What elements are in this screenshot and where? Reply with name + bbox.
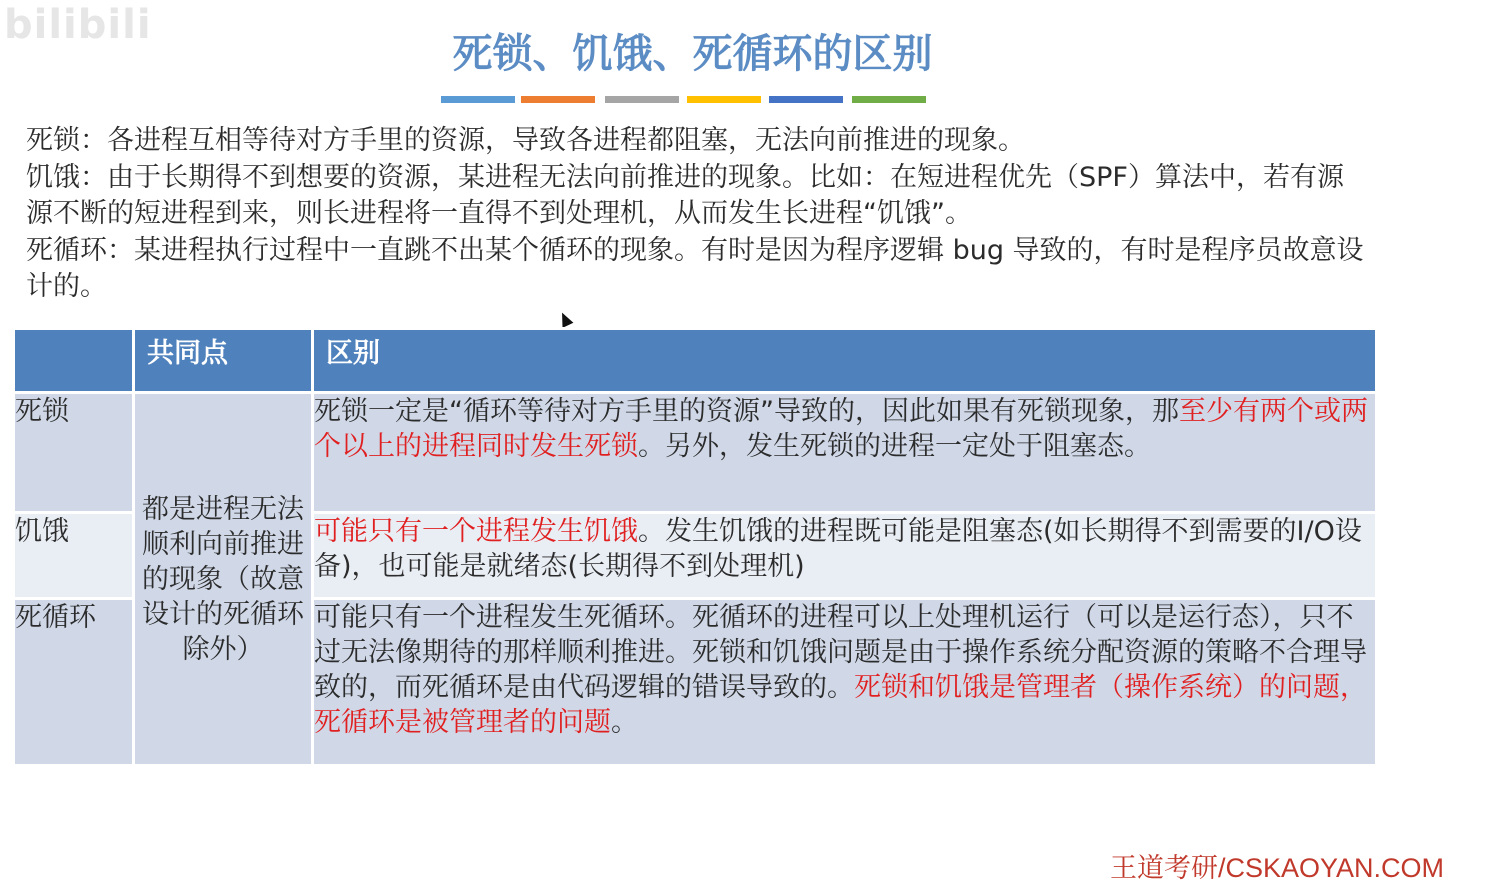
row-label-starvation: 饥饿 — [14, 513, 134, 599]
deadlock-diff-highlight: 至少有两个或两个以上的进程同时发生死锁 — [314, 396, 1368, 462]
table-header-row — [14, 329, 1377, 393]
loop-diff-text-1: 可能只有一个进程发生死循环。死循环的进程可以上处理机运行（可以是运行态），只不过无法像期待的那样顺利推进。死锁和饥饿问题是由于操作系统分配资源的策略不合理导致的，而死循环是由代码逻辑的错误导致的。 — [314, 602, 1367, 703]
deadlock-diff-text-2: 。另外，发生死锁的进程一定处于阻塞态。 — [638, 431, 1151, 462]
starvation-definition: 饥饿：由于长期得不到想要的资源，某进程无法向前推进的现象。比如：在短进程优先（SPF）算法中，若有源源不断的短进程到来，则长进程将一直得不到处理机，从而发生长进程“饥饿”。 — [26, 161, 1344, 229]
starvation-difference — [313, 513, 1377, 599]
bilibili-watermark: bilibili — [4, 2, 152, 48]
mouse-cursor-icon — [557, 310, 574, 328]
infinite-loop-difference — [313, 599, 1377, 766]
deadlock-diff-text-1: 死锁一定是“循环等待对方手里的资源”导致的，因此如果有死锁现象，那 — [314, 396, 1179, 427]
starvation-diff-text-1: 。发生饥饿的进程既可能是阻塞态(如长期得不到需要的I/O设备)，也可能是就绪态(长期得不到处理机) — [314, 516, 1362, 582]
accent-bar-1 — [441, 96, 515, 103]
accent-bar-2 — [521, 96, 595, 103]
footer-brand: 王道考研/CSKAOYAN.COM — [1109, 853, 1444, 883]
deadlock-definition: 死锁：各进程互相等待对方手里的资源，导致各进程都阻塞，无法向前推进的现象。 — [26, 125, 1025, 156]
starvation-diff-highlight: 可能只有一个进程发生饥饿 — [314, 516, 638, 547]
loop-diff-highlight: 死锁和饥饿是管理者（操作系统）的问题，死循环是被管理者的问题 — [314, 672, 1367, 738]
row-label-deadlock: 死锁 — [14, 393, 134, 513]
deadlock-difference — [313, 393, 1377, 513]
infinite-loop-definition: 死循环：某进程执行过程中一直跳不出某个循环的现象。有时是因为程序逻辑 bug 导致的，有时是程序员故意设计的。 — [26, 234, 1364, 302]
accent-bar-4 — [687, 96, 761, 103]
accent-bar-3 — [605, 96, 679, 103]
header-difference: 区别 — [313, 329, 1377, 393]
comparison-table — [12, 327, 1378, 767]
page-title: 死锁、饥饿、死循环的区别 — [452, 31, 933, 77]
table-row — [14, 393, 1377, 513]
accent-bar-5 — [769, 96, 843, 103]
definitions — [26, 123, 1366, 306]
loop-diff-text-2: 。 — [611, 707, 638, 738]
row-label-infinite-loop: 死循环 — [14, 599, 134, 766]
header-common: 共同点 — [134, 329, 313, 393]
header-empty — [14, 329, 134, 393]
accent-bar-6 — [852, 96, 926, 103]
common-point-cell: 都是进程无法顺利向前推进的现象（故意设计的死循环除外） — [134, 393, 313, 766]
